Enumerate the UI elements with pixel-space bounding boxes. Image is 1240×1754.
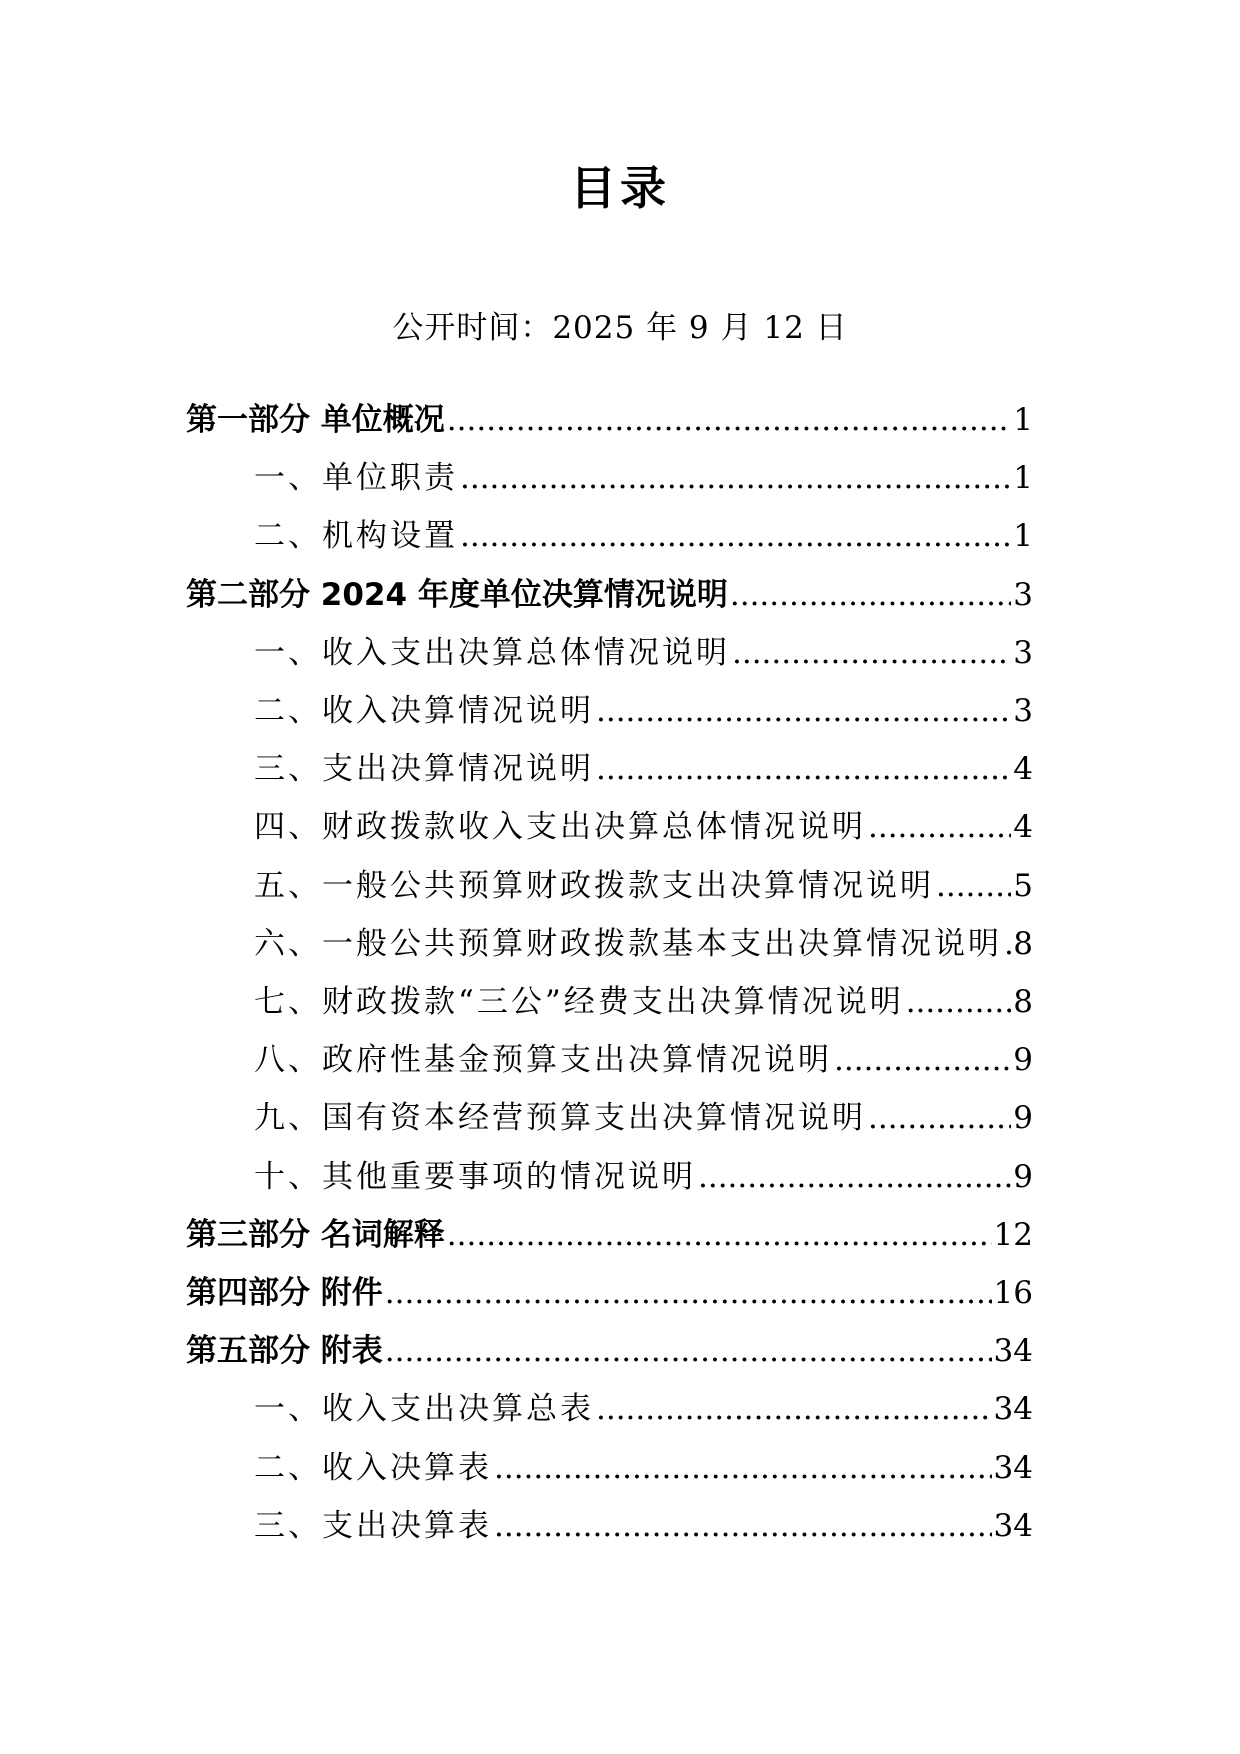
toc-entry-page: 16 — [993, 1275, 1033, 1311]
toc-leader-dots — [1004, 924, 1011, 964]
toc-entry-label: 三、支出决算情况说明 — [254, 751, 594, 788]
toc-entry-page: 1 — [1013, 460, 1033, 497]
toc-leader-dots — [730, 575, 1011, 615]
toc-entry[interactable] — [254, 1506, 1033, 1546]
toc-entry[interactable] — [254, 807, 1033, 847]
toc-entry[interactable] — [254, 866, 1033, 906]
toc-entry-page: 8 — [1013, 925, 1033, 962]
toc-entry[interactable] — [254, 633, 1033, 673]
toc-entry-page: 3 — [1013, 693, 1033, 729]
publish-date: 公开时间：2025 年 9 月 12 日 — [392, 310, 848, 346]
toc-entry-page: 3 — [1013, 634, 1033, 671]
toc-entry-label: 三、支出决算表 — [254, 1507, 492, 1544]
toc-leader-dots — [596, 691, 1011, 731]
toc-entry-label: 二、收入决算情况说明 — [254, 693, 594, 729]
toc-entry[interactable] — [186, 1331, 1033, 1371]
toc-entry[interactable] — [186, 400, 1033, 440]
toc-entry[interactable] — [254, 1448, 1033, 1488]
toc-entry[interactable] — [254, 1157, 1033, 1197]
toc-entry-label: 一、单位职责 — [254, 460, 458, 497]
toc-leader-dots — [447, 400, 1011, 440]
toc-entry[interactable] — [254, 1040, 1033, 1080]
toc-entry-label: 二、机构设置 — [254, 518, 458, 555]
toc-entry-page: 9 — [1013, 1158, 1033, 1195]
toc-entry-label: 五、一般公共预算财政拨款支出决算情况说明 — [254, 867, 934, 904]
toc-entry[interactable] — [186, 1273, 1033, 1313]
toc-entry[interactable] — [186, 575, 1033, 615]
toc-entry-label: 一、收入支出决算总表 — [254, 1391, 594, 1428]
toc-leader-dots — [936, 866, 1011, 906]
toc-leader-dots — [868, 807, 1011, 847]
toc-entry-page: 9 — [1013, 1100, 1033, 1137]
toc-entry-page: 8 — [1013, 984, 1033, 1020]
toc-leader-dots — [494, 1506, 992, 1546]
toc-entry-page: 4 — [1013, 751, 1033, 788]
toc-leader-dots — [834, 1040, 1011, 1080]
toc-leader-dots — [596, 749, 1011, 789]
toc-entry-label: 第一部分 单位概况 — [186, 402, 445, 438]
toc-entry-page: 34 — [993, 1449, 1033, 1486]
toc-leader-dots — [906, 982, 1012, 1022]
toc-leader-dots — [385, 1273, 992, 1313]
toc-entry[interactable] — [254, 458, 1033, 498]
toc-entry-page: 9 — [1013, 1042, 1033, 1079]
toc-entry[interactable] — [254, 924, 1033, 964]
toc-leader-dots — [460, 516, 1011, 556]
toc-entry-label: 第五部分 附表 — [186, 1333, 383, 1370]
toc-entry[interactable] — [254, 1098, 1033, 1138]
toc-entry-label: 九、国有资本经营预算支出决算情况说明 — [254, 1100, 866, 1137]
toc-entry-page: 34 — [993, 1507, 1033, 1544]
toc-entry-label: 第三部分 名词解释 — [186, 1216, 445, 1253]
toc-leader-dots — [732, 633, 1011, 673]
toc-entry-label: 十、其他重要事项的情况说明 — [254, 1158, 696, 1195]
toc-entry-page: 12 — [993, 1216, 1033, 1253]
toc-entry-page: 34 — [993, 1391, 1033, 1428]
toc-entry-page: 1 — [1013, 518, 1033, 555]
toc-entry-page: 4 — [1013, 809, 1033, 846]
toc-entry-label: 八、政府性基金预算支出决算情况说明 — [254, 1042, 832, 1079]
toc-entry-page: 34 — [993, 1333, 1033, 1370]
toc-leader-dots — [596, 1389, 992, 1429]
toc-entry[interactable] — [186, 1215, 1033, 1255]
toc-leader-dots — [447, 1215, 992, 1255]
toc-entry-label: 六、一般公共预算财政拨款基本支出决算情况说明 — [254, 925, 1002, 962]
toc-entry[interactable] — [254, 982, 1033, 1022]
toc-entry-page: 5 — [1013, 867, 1033, 904]
toc-entry-label: 二、收入决算表 — [254, 1449, 492, 1486]
toc-leader-dots — [385, 1331, 992, 1371]
toc-entry-page: 1 — [1013, 402, 1033, 438]
toc-entry-label: 第四部分 附件 — [186, 1275, 383, 1311]
toc-entry[interactable] — [254, 516, 1033, 556]
toc-entry-label: 七、财政拨款“三公”经费支出决算情况说明 — [254, 984, 904, 1020]
toc-leader-dots — [494, 1448, 992, 1488]
toc-entry-label: 一、收入支出决算总体情况说明 — [254, 634, 730, 671]
toc-leader-dots — [698, 1157, 1011, 1197]
toc-entry[interactable] — [254, 1389, 1033, 1429]
toc-leader-dots — [868, 1098, 1011, 1138]
toc-entry-label: 第二部分 2024 年度单位决算情况说明 — [186, 576, 728, 613]
toc-entry-label: 四、财政拨款收入支出决算总体情况说明 — [254, 809, 866, 846]
page-title: 目录 — [570, 161, 670, 215]
toc-entry[interactable] — [254, 749, 1033, 789]
toc-entry[interactable] — [254, 691, 1033, 731]
toc-entry-page: 3 — [1013, 576, 1033, 613]
toc-leader-dots — [460, 458, 1011, 498]
